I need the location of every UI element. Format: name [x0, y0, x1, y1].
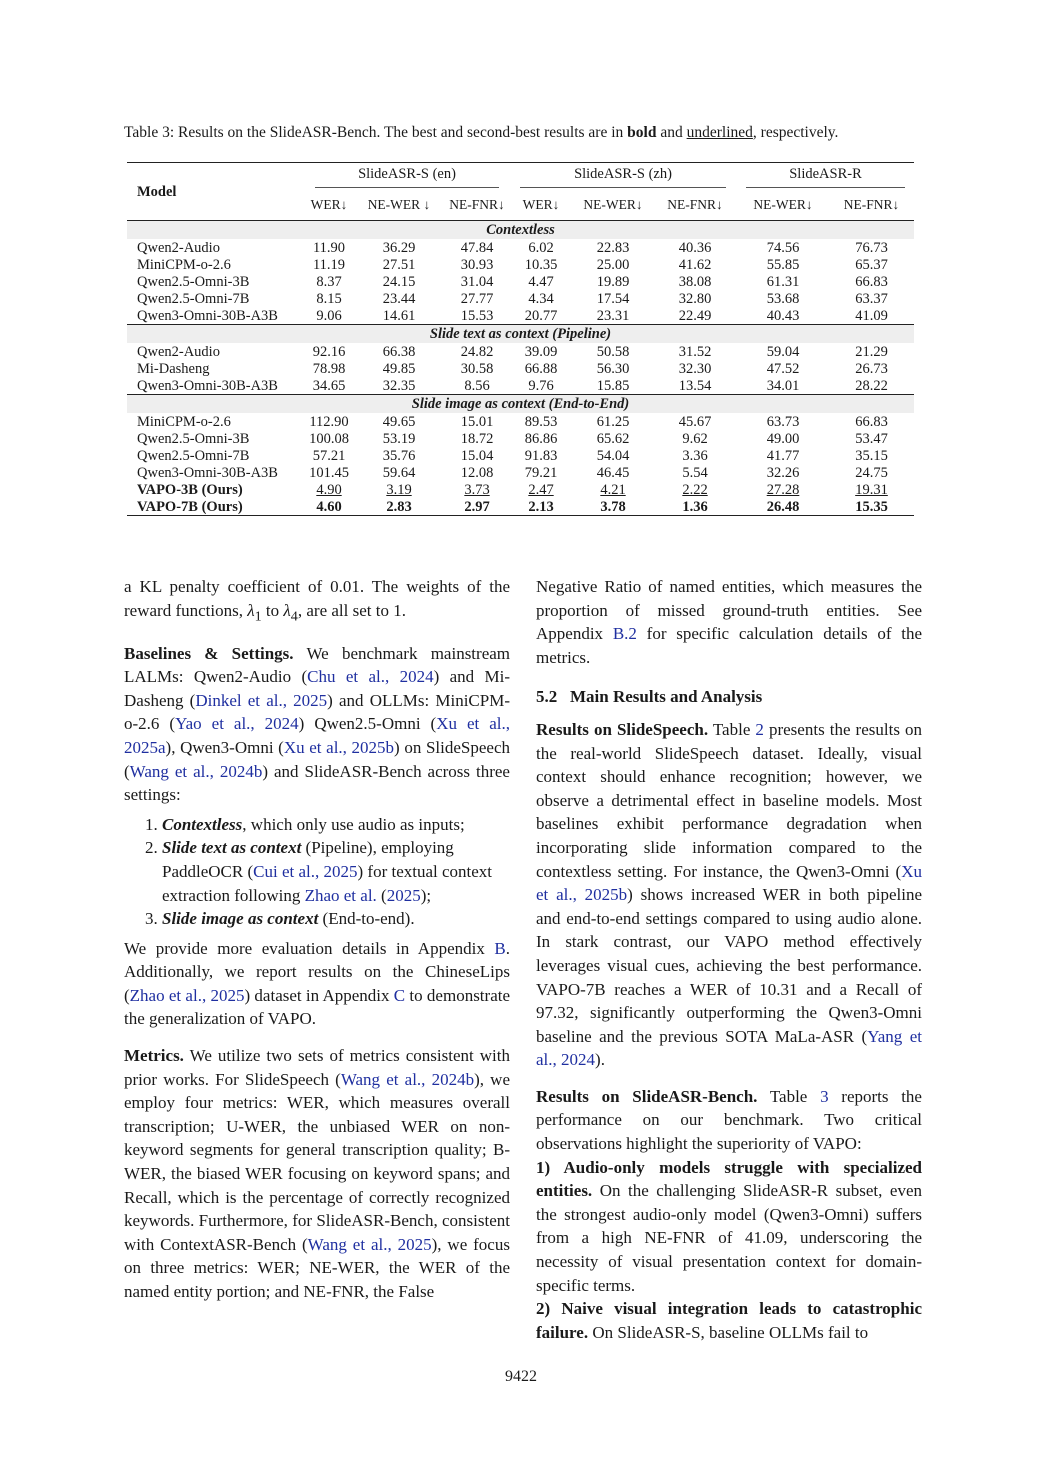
- model-cell: MiniCPM-o-2.6: [137, 256, 231, 273]
- value-cell: 45.67: [678, 413, 712, 430]
- value-cell: 1.36: [682, 498, 708, 515]
- value-cell: 53.68: [766, 290, 800, 307]
- citation-link[interactable]: Xu et al., 2025b: [283, 737, 395, 757]
- section-row: [127, 325, 914, 344]
- column-header: NE-FNR↓: [667, 197, 723, 212]
- value-cell: 66.88: [524, 360, 558, 377]
- value-cell: 21.29: [855, 343, 888, 360]
- value-cell: 4.90: [316, 481, 342, 498]
- value-cell: 27.28: [766, 481, 800, 498]
- value-cell: 50.58: [596, 343, 630, 360]
- settings-list: [124, 813, 510, 931]
- value-cell: 78.98: [312, 360, 346, 377]
- model-cell: Qwen3-Omni-30B-A3B: [137, 377, 278, 394]
- citation-link[interactable]: Wang et al., 2025: [307, 1234, 432, 1254]
- value-cell: 59.04: [766, 343, 800, 360]
- value-cell: 15.85: [596, 377, 630, 394]
- value-cell: 10.35: [524, 256, 558, 273]
- section-row: [127, 221, 914, 240]
- value-cell: 32.30: [678, 360, 712, 377]
- citation-link[interactable]: Zhao et al.: [304, 885, 377, 905]
- value-cell: 61.31: [766, 273, 800, 290]
- baselines-paragraph: Baselines & Settings. We benchmark mainstream LALMs: Qwen2-Audio (Chu et al., 2024) and Mi-Dasheng (Dinkel et al., 2025) and OLLMs: MiniCPM-o-2.6 (Yao et al., 2024) Qwen2.5-Omni (Xu et al., 2025a), Qwen3-Omni (Xu et al., 2025b) on SlideSpeech (Wang et al., 2024b) and SlideASR-Bench across three settings:: [124, 643, 511, 805]
- caption-underlined-word: underlined: [686, 124, 753, 141]
- value-cell: 11.19: [312, 256, 346, 273]
- value-cell: 22.83: [596, 239, 630, 256]
- value-cell: 4.21: [600, 481, 626, 498]
- value-cell: 100.08: [309, 430, 349, 447]
- table-row: [127, 273, 914, 290]
- citation-link[interactable]: Wang et al., 2024b: [340, 1069, 475, 1089]
- value-cell: 49.65: [382, 413, 416, 430]
- citation-link[interactable]: Dinkel et al., 2025: [195, 690, 328, 710]
- value-cell: 17.54: [596, 290, 630, 307]
- group-header: SlideASR-S (zh): [509, 163, 737, 191]
- section-title: Slide image as context (End-to-End): [127, 395, 914, 414]
- value-cell: 32.80: [678, 290, 712, 307]
- table-link[interactable]: 3: [820, 1086, 829, 1106]
- column-header: WER↓: [522, 197, 560, 212]
- value-cell: 4.47: [528, 273, 554, 290]
- value-cell: 56.30: [596, 360, 630, 377]
- value-cell: 3.73: [464, 481, 490, 498]
- model-header: Model: [137, 183, 177, 200]
- paragraph-heading: Metrics.: [124, 1046, 184, 1066]
- value-cell: 39.09: [524, 343, 558, 360]
- table-row: [127, 447, 914, 464]
- value-cell: 4.34: [528, 290, 554, 307]
- value-cell: 5.54: [682, 464, 708, 481]
- group-header: SlideASR-R: [737, 163, 914, 191]
- value-cell: 86.86: [524, 430, 558, 447]
- value-cell: 23.44: [382, 290, 416, 307]
- table-row: [127, 498, 914, 516]
- table-row: [127, 464, 914, 481]
- model-cell: VAPO-3B (Ours): [137, 481, 243, 498]
- observation-2: 2) Naive visual integration leads to catastrophic failure. On SlideASR-S, baseline OLLMs fail to: [536, 1299, 922, 1342]
- page-number: 9422: [505, 1368, 537, 1385]
- value-cell: 91.83: [524, 447, 558, 464]
- model-cell: Qwen2.5-Omni-3B: [137, 273, 250, 290]
- table-caption: [124, 123, 924, 143]
- value-cell: 8.37: [316, 273, 342, 290]
- table-row: [127, 360, 914, 377]
- citation-link[interactable]: Xu et al., 2025b: [536, 861, 922, 905]
- model-cell: Qwen3-Omni-30B-A3B: [137, 307, 278, 324]
- value-cell: 65.37: [855, 256, 888, 273]
- value-cell: 15.01: [460, 413, 494, 430]
- table-link[interactable]: 2: [755, 719, 764, 739]
- list-item: 3. Slide image as context (End-to-end).: [162, 907, 510, 931]
- value-cell: 47.84: [460, 239, 494, 256]
- model-cell: MiniCPM-o-2.6: [137, 413, 231, 430]
- citation-link[interactable]: Wang et al., 2024b: [129, 761, 263, 781]
- value-cell: 41.09: [855, 307, 888, 324]
- value-cell: 34.01: [766, 377, 800, 394]
- column-header: NE-WER↓: [753, 197, 813, 212]
- value-cell: 4.60: [316, 498, 342, 515]
- value-cell: 31.52: [678, 343, 712, 360]
- value-cell: 30.58: [460, 360, 494, 377]
- value-cell: 6.02: [528, 239, 554, 256]
- table-row: [127, 256, 914, 273]
- value-cell: 57.21: [312, 447, 346, 464]
- value-cell: 3.36: [682, 447, 708, 464]
- appendix-link[interactable]: B.2: [612, 624, 637, 644]
- value-cell: 61.25: [596, 413, 630, 430]
- value-cell: 2.22: [682, 481, 708, 498]
- value-cell: 47.52: [766, 360, 800, 377]
- value-cell: 54.04: [596, 447, 630, 464]
- section-title: Contextless: [127, 221, 914, 240]
- appendix-link[interactable]: B: [494, 938, 506, 958]
- value-cell: 66.83: [855, 413, 888, 430]
- value-cell: 101.45: [309, 464, 349, 481]
- value-cell: 49.85: [382, 360, 416, 377]
- value-cell: 40.43: [766, 307, 800, 324]
- caption-and: and: [656, 124, 687, 141]
- value-cell: 66.38: [382, 343, 416, 360]
- value-cell: 38.08: [678, 273, 712, 290]
- value-cell: 53.19: [382, 430, 416, 447]
- list-item: 2. Slide text as context (Pipeline), employing PaddleOCR (Cui et al., 2025) for textual context extraction following Zhao et al. (2025);: [162, 836, 510, 907]
- table-row: [127, 377, 914, 395]
- value-cell: 2.13: [528, 498, 554, 515]
- value-cell: 12.08: [460, 464, 494, 481]
- paragraph: Negative Ratio of named entities, which measures the proportion of missed ground-truth entities. See Appendix B.2 for specific calculation details of the metrics.: [536, 577, 923, 667]
- value-cell: 31.04: [460, 273, 494, 290]
- value-cell: 3.19: [386, 481, 412, 498]
- value-cell: 35.76: [382, 447, 416, 464]
- paragraph-heading: Results on SlideSpeech.: [536, 719, 709, 739]
- paragraph-heading: Results on SlideASR-Bench.: [536, 1086, 758, 1106]
- value-cell: 8.15: [316, 290, 342, 307]
- column-header: NE-WER↓: [583, 197, 643, 212]
- table-row: [127, 481, 914, 498]
- value-cell: 13.54: [678, 377, 712, 394]
- value-cell: 28.22: [855, 377, 888, 394]
- value-cell: 2.83: [386, 498, 412, 515]
- value-cell: 18.72: [460, 430, 494, 447]
- value-cell: 36.29: [382, 239, 416, 256]
- value-cell: 92.16: [312, 343, 346, 360]
- table-row: [127, 413, 914, 430]
- value-cell: 41.77: [766, 447, 800, 464]
- model-cell: Qwen3-Omni-30B-A3B: [137, 464, 278, 481]
- caption-text: Table 3: Results on the SlideASR-Bench. The best and second-best results are in: [124, 124, 628, 141]
- paragraph: a KL penalty coefficient of 0.01. The weights of the reward functions, $\lambda_1$ to $\lambda_4$, are all set to 1.: [124, 577, 510, 624]
- observation-1: 1) Audio-only models struggle with specialized entities. On the challenging SlideASR-R subset, even the strongest audio-only model (Qwen3-Omni) suffers from a high NE-FNR of 41.09, underscoring the necessity of visual presentation context for domain-specific terms.: [536, 1157, 922, 1295]
- model-cell: Qwen2.5-Omni-3B: [137, 430, 250, 447]
- model-cell: Qwen2.5-Omni-7B: [137, 447, 250, 464]
- value-cell: 20.77: [524, 307, 558, 324]
- value-cell: 11.90: [312, 239, 346, 256]
- paragraph-heading: Baselines & Settings.: [124, 643, 294, 663]
- column-header: NE-FNR↓: [843, 197, 900, 212]
- citation-link[interactable]: 2025: [386, 885, 421, 905]
- value-cell: 15.04: [460, 447, 494, 464]
- value-cell: 2.47: [528, 481, 554, 498]
- metrics-paragraph: Metrics. We utilize two sets of metrics consistent with prior works. For SlideSpeech (Wang et al., 2024b), we employ four metrics: WER, which measures overall transcription; U-WER, the unbiased WER on non-keyword segments for general transcription quality; B-WER, the biased WER focusing on keyword spans; and Recall, which is the percentage of correctly recognized keywords. Furthermore, for SlideASR-Bench, consistent with ContextASR-Bench (Wang et al., 2025), we focus on three metrics: WER; NE-WER, the WER of the named entity portion; and NE-FNR, the False: [124, 1046, 510, 1302]
- results-bench-paragraph: Results on SlideASR-Bench. Table 3 reports the performance on our benchmark. Two critical observations highlight the superiority of VAPO:: [536, 1086, 922, 1154]
- citation-link[interactable]: Zhao et al., 2025: [129, 985, 245, 1005]
- table-row: [127, 430, 914, 447]
- value-cell: 8.56: [464, 377, 490, 394]
- right-column: [536, 575, 922, 1344]
- value-cell: 2.97: [464, 498, 490, 515]
- value-cell: 35.15: [855, 447, 888, 464]
- section-row: [127, 395, 914, 414]
- table-row: [127, 290, 914, 307]
- value-cell: 65.62: [596, 430, 630, 447]
- model-cell: Qwen2.5-Omni-7B: [137, 290, 250, 307]
- value-cell: 19.31: [855, 481, 888, 498]
- section-title: Slide text as context (Pipeline): [127, 325, 914, 344]
- table-body: [127, 221, 914, 516]
- value-cell: 22.49: [678, 307, 712, 324]
- value-cell: 24.82: [460, 343, 494, 360]
- value-cell: 15.35: [855, 498, 888, 515]
- value-cell: 59.64: [382, 464, 416, 481]
- citation-link[interactable]: Chu et al., 2024: [307, 667, 434, 687]
- value-cell: 32.26: [766, 464, 800, 481]
- value-cell: 24.75: [855, 464, 888, 481]
- value-cell: 76.73: [855, 239, 888, 256]
- column-header: WER↓: [310, 197, 348, 212]
- value-cell: 41.62: [678, 256, 712, 273]
- model-cell: Qwen2-Audio: [137, 239, 220, 256]
- citation-link[interactable]: Yao et al., 2024: [175, 714, 299, 734]
- citation-link[interactable]: Cui et al., 2025: [253, 861, 358, 881]
- value-cell: 3.78: [600, 498, 626, 515]
- paragraph: We provide more evaluation details in Appendix B. Additionally, we report results on the ChineseLips (Zhao et al., 2025) dataset in Appendix C to demonstrate the generalization of VAPO.: [124, 938, 511, 1029]
- value-cell: 9.62: [682, 430, 708, 447]
- value-cell: 112.90: [309, 413, 349, 430]
- value-cell: 26.73: [855, 360, 888, 377]
- value-cell: 26.48: [766, 498, 800, 515]
- group-header: SlideASR-S (en): [305, 163, 509, 191]
- value-cell: 19.89: [596, 273, 630, 290]
- table-row: [127, 239, 914, 256]
- left-column: [124, 575, 510, 1304]
- value-cell: 40.36: [678, 239, 712, 256]
- value-cell: 30.93: [460, 256, 494, 273]
- results-slidespeech-paragraph: Results on SlideSpeech. Table 2 presents the results on the real-world SlideSpeech dataset. Ideally, visual context should enhance recognition; however, we observe a detrimental effect in baseline models. Most baselines exhibit performance degradation when incorporating slide information compared to the contextless setting. For instance, the Qwen3-Omni (Xu et al., 2025b) shows increased WER in both pipeline and end-to-end settings compared to using audio alone. In stark contrast, our VAPO method effectively leverages visual cues, achieving the best performance. VAPO-7B reaches a WER of 10.31 and a Recall of 97.32, significantly outperforming the Qwen3-Omni baseline and the previous SOTA MaLa-ASR (Yang et al., 2024).: [536, 719, 923, 1070]
- appendix-link[interactable]: C: [393, 985, 406, 1005]
- value-cell: 9.06: [316, 307, 342, 324]
- value-cell: 63.73: [766, 413, 800, 430]
- model-cell: Qwen2-Audio: [137, 343, 220, 360]
- value-cell: 24.15: [382, 273, 416, 290]
- value-cell: 55.85: [766, 256, 800, 273]
- value-cell: 15.53: [460, 307, 494, 324]
- caption-suffix: , respectively.: [752, 124, 839, 141]
- value-cell: 27.51: [382, 256, 416, 273]
- value-cell: 46.45: [596, 464, 630, 481]
- model-cell: Mi-Dasheng: [137, 360, 210, 377]
- citation-link[interactable]: Xu et al., 2025a: [124, 714, 510, 757]
- results-table: [127, 162, 914, 516]
- value-cell: 53.47: [855, 430, 888, 447]
- value-cell: 32.35: [382, 377, 416, 394]
- value-cell: 25.00: [596, 256, 630, 273]
- value-cell: 79.21: [524, 464, 558, 481]
- section-heading: 5.2 Main Results and Analysis: [536, 687, 763, 707]
- table-row: [127, 343, 914, 360]
- value-cell: 89.53: [524, 413, 558, 430]
- citation-link[interactable]: Yang et al., 2024: [536, 1026, 923, 1070]
- value-cell: 14.61: [382, 307, 416, 324]
- column-header: NE-WER ↓: [367, 197, 431, 212]
- value-cell: 49.00: [766, 430, 800, 447]
- value-cell: 74.56: [766, 239, 800, 256]
- value-cell: 66.83: [855, 273, 888, 290]
- column-header: NE-FNR↓: [449, 197, 505, 212]
- list-item: 1. Contextless, which only use audio as inputs;: [162, 813, 510, 837]
- table-row: [127, 307, 914, 325]
- value-cell: 9.76: [528, 377, 554, 394]
- value-cell: 23.31: [596, 307, 630, 324]
- value-cell: 63.37: [855, 290, 888, 307]
- value-cell: 27.77: [460, 290, 494, 307]
- model-cell: VAPO-7B (Ours): [137, 498, 243, 515]
- caption-bold-word: bold: [627, 124, 657, 141]
- value-cell: 34.65: [312, 377, 346, 394]
